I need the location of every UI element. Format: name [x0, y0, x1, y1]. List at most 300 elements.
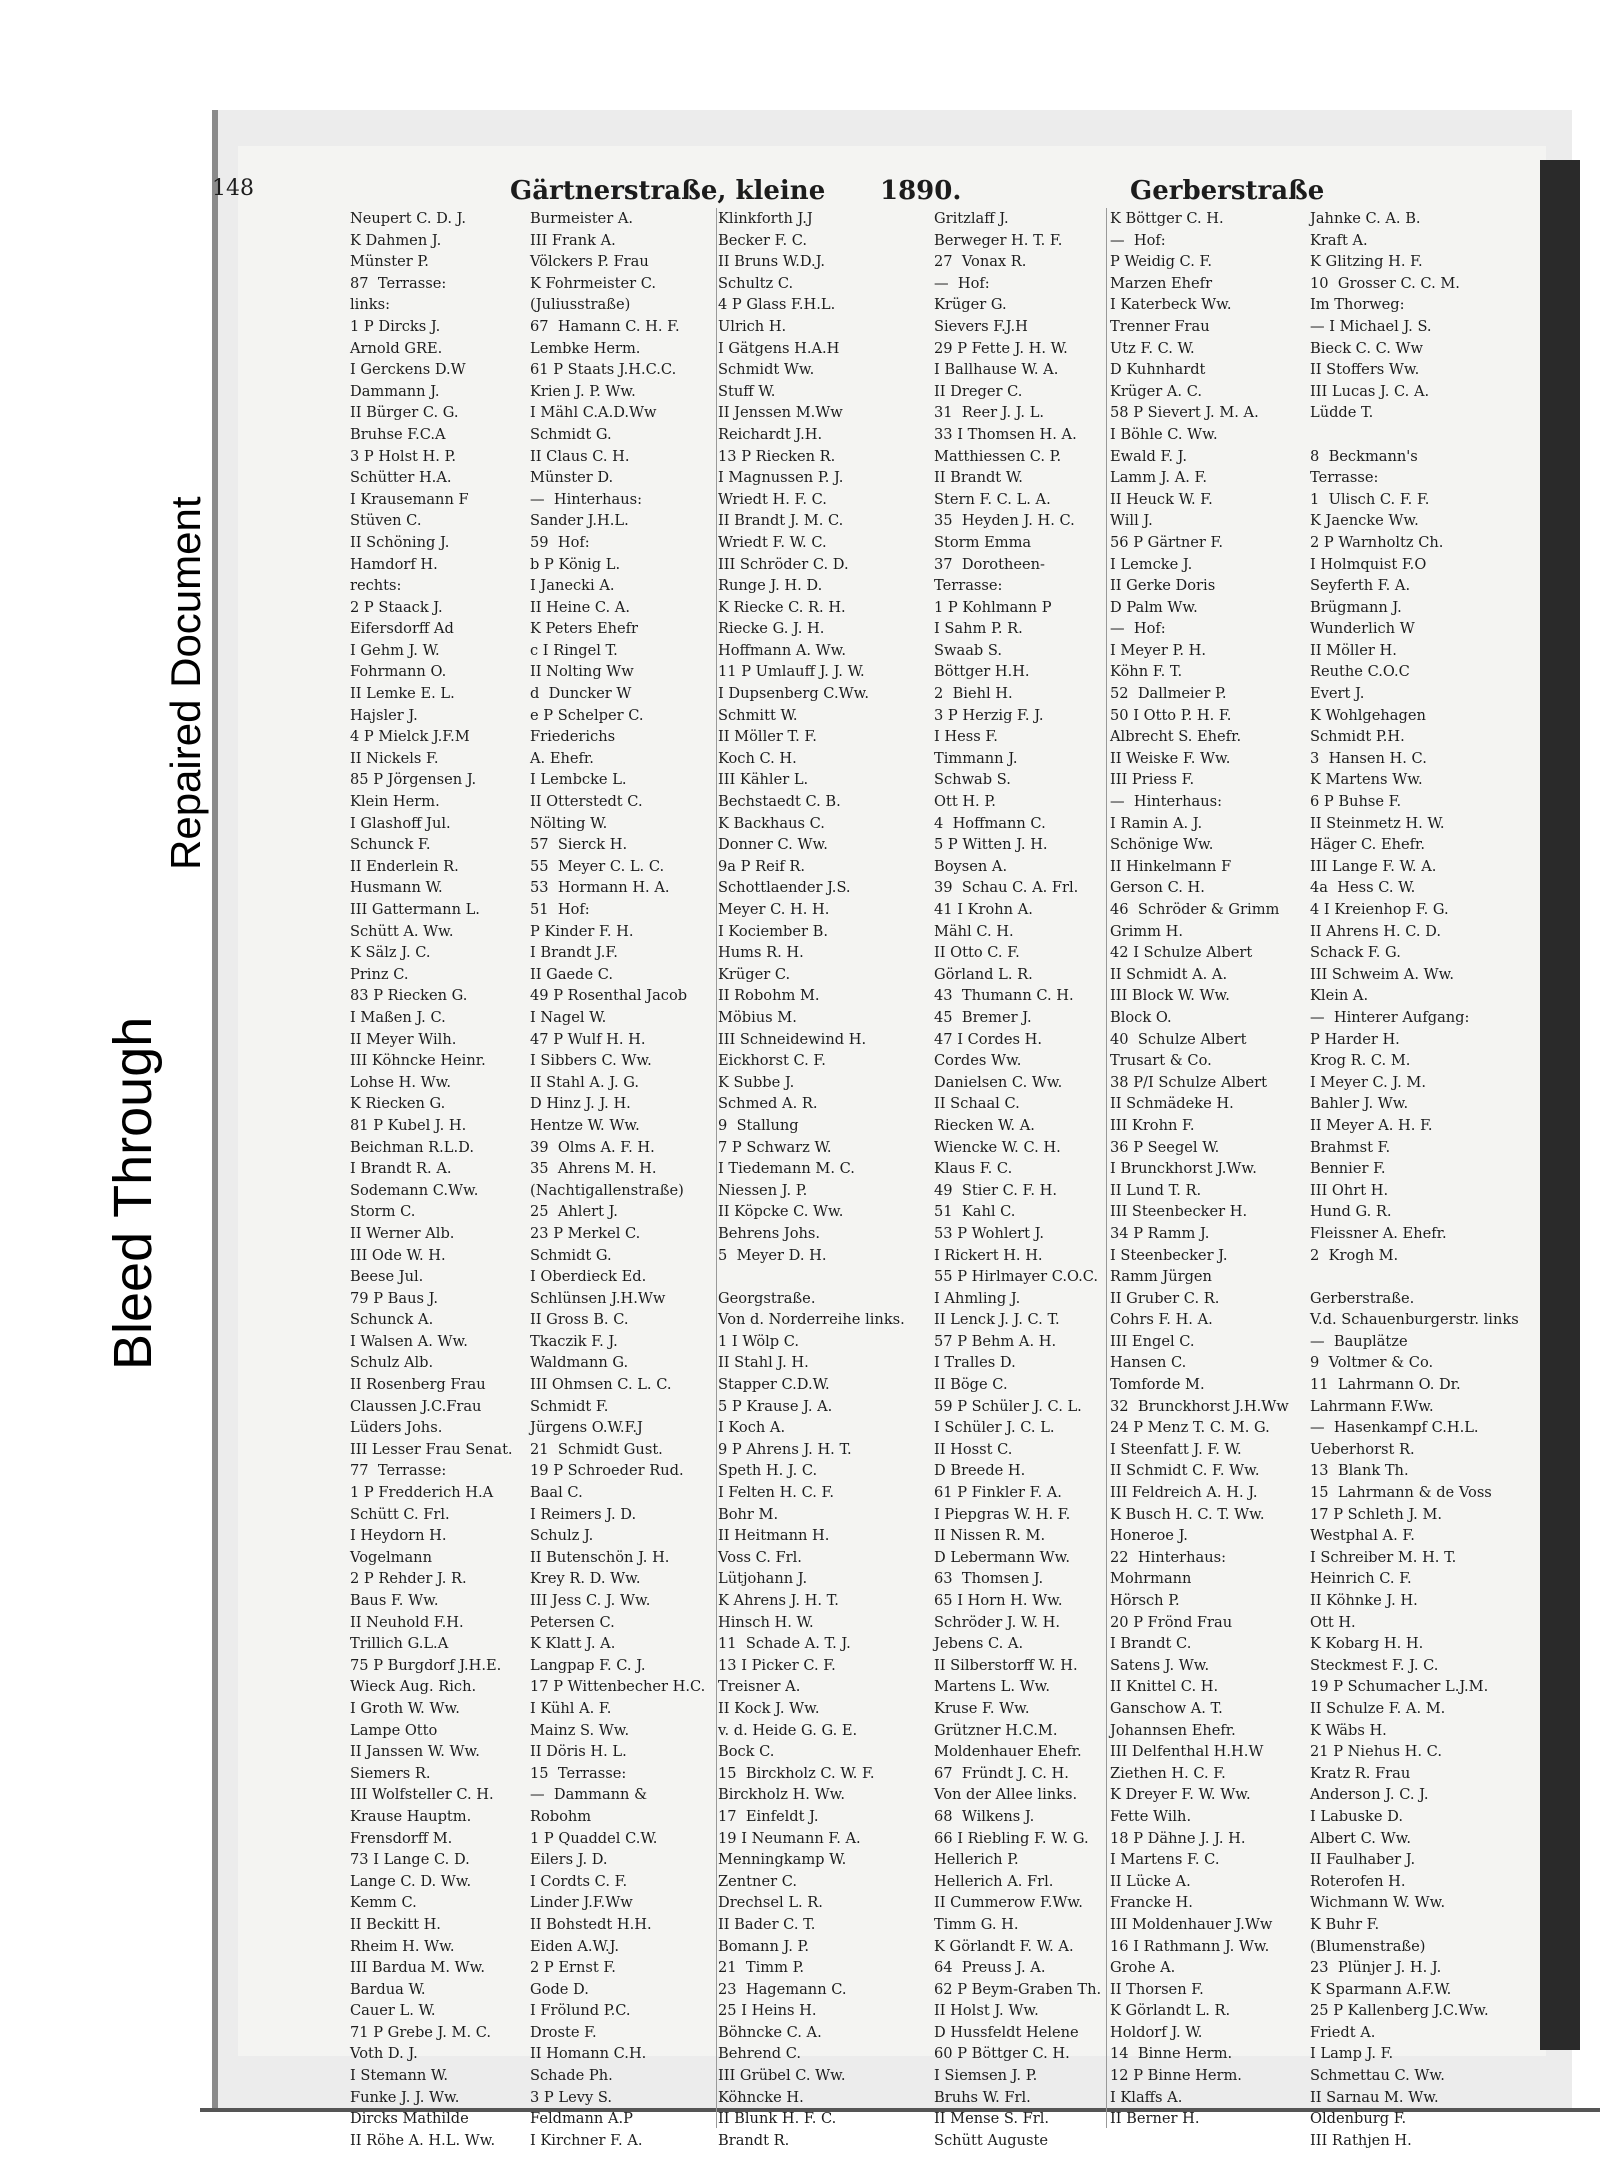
directory-entry: 4 I Kreienhop F. G.: [1310, 901, 1449, 918]
directory-entry: 11 Lahrmann O. Dr.: [1310, 1376, 1461, 1394]
directory-entry: Köhncke H.: [718, 2088, 804, 2106]
directory-entry: 67 Hamann C. H. F.: [530, 317, 680, 335]
directory-entry: 11 Schade A. T. J.: [718, 1635, 851, 1653]
column-rule: [1106, 208, 1107, 2128]
directory-entry: II Butenschön J. H.: [530, 1548, 670, 1566]
directory-entry: Lahrmann F.Ww.: [1310, 1397, 1434, 1415]
directory-entry: III Feldreich A. H. J.: [1110, 1484, 1258, 1502]
directory-entry: Ganschow A. T.: [1110, 1699, 1223, 1717]
directory-entry: K Sparmann A.F.W.: [1310, 1980, 1452, 1998]
directory-entry: 17 P Schleth J. M.: [1310, 1505, 1443, 1523]
directory-entry: 43 Thumann C. H.: [934, 987, 1074, 1005]
directory-entry: 16 I Rathmann J. Ww.: [1110, 1937, 1270, 1955]
directory-entry: Moldenhauer Ehefr.: [934, 1743, 1082, 1761]
directory-entry: I Kociember B.: [718, 922, 828, 940]
directory-entry: 35 Heyden J. H. C.: [934, 512, 1075, 530]
directory-entry: K Ahrens J. H. T.: [718, 1592, 839, 1609]
directory-entry: Ueberhorst R.: [1310, 1440, 1415, 1458]
directory-entry: Eilers J. D.: [530, 1851, 608, 1869]
page-number: 148: [212, 176, 254, 201]
directory-entry: II Lemke E. L.: [350, 685, 455, 703]
directory-entry: Bardua W.: [350, 1980, 426, 1998]
directory-entry: Krause Hauptm.: [350, 1807, 472, 1825]
column-rule: [716, 208, 717, 2128]
directory-entry: 81 P Kubel J. H.: [350, 1116, 467, 1134]
directory-entry: 11 P Umlauff J. J. W.: [718, 663, 865, 681]
directory-column-5: [1110, 208, 1302, 2130]
directory-entry: 66 I Riebling F. W. G.: [934, 1829, 1089, 1847]
directory-entry: I Oberdieck Ed.: [530, 1268, 647, 1286]
directory-entry: 59 Hof:: [530, 533, 590, 551]
directory-entry: II Otto C. F.: [934, 944, 1020, 962]
directory-entry: III Krohn F.: [1110, 1116, 1195, 1134]
directory-entry: II Böge C.: [934, 1376, 1008, 1394]
directory-entry: Meyer C. H. H.: [718, 901, 830, 918]
directory-entry: Jebens C. A.: [934, 1635, 1024, 1653]
directory-entry: Ulrich H.: [718, 317, 787, 335]
directory-entry: 4 P Glass F.H.L.: [718, 296, 836, 314]
directory-entry: 21 Schmidt Gust.: [530, 1440, 663, 1458]
directory-entry: 39 Schau C. A. Frl.: [934, 879, 1079, 897]
directory-entry: Feldmann A.P: [530, 2110, 633, 2128]
directory-entry: Kratz R. Frau: [1310, 1764, 1411, 1782]
directory-entry: 77 Terrasse:: [350, 1462, 447, 1480]
directory-entry: I Stemann W.: [350, 2067, 448, 2085]
directory-entry: 79 P Baus J.: [350, 1289, 438, 1307]
directory-entry: II Dreger C.: [934, 382, 1023, 400]
directory-entry: Nölting W.: [530, 814, 608, 832]
directory-entry: 51 Kahl C.: [934, 1203, 1016, 1221]
directory-entry: Hörsch P.: [1110, 1592, 1180, 1609]
directory-entry: I Schüler J. C. L.: [934, 1419, 1055, 1437]
directory-entry: Fleissner A. Ehefr.: [1310, 1224, 1447, 1242]
directory-entry: P Weidig C. F.: [1110, 253, 1212, 271]
directory-entry: 3 P Holst H. P.: [350, 447, 457, 465]
directory-entry: Hund G. R.: [1310, 1203, 1392, 1221]
directory-entry: D Breede H.: [934, 1462, 1026, 1480]
directory-entry: 37 Dorotheen-: [934, 555, 1045, 573]
directory-entry: Robohm: [530, 1807, 592, 1825]
directory-entry: 13 Blank Th.: [1310, 1462, 1409, 1480]
directory-entry: I Gehm J. W.: [350, 641, 440, 659]
directory-entry: Münster P.: [350, 253, 429, 271]
side-labels: [40, 360, 240, 1380]
directory-entry: 62 P Beym-Graben Th.: [934, 1980, 1102, 1998]
directory-entry: Cordes Ww.: [934, 1052, 1022, 1070]
directory-entry: III Block W. Ww.: [1110, 987, 1230, 1005]
directory-entry: 61 P Finkler F. A.: [934, 1484, 1062, 1502]
directory-entry: — Hinterer Aufgang:: [1310, 1008, 1470, 1026]
directory-entry: II Döris H. L.: [530, 1743, 627, 1761]
directory-entry: 7 P Schwarz W.: [718, 1138, 832, 1156]
directory-entry: Cohrs F. H. A.: [1110, 1311, 1213, 1329]
directory-entry: Boysen A.: [934, 857, 1008, 875]
directory-entry: K Buhr F.: [1310, 1915, 1380, 1933]
directory-entry: 39 Olms A. F. H.: [530, 1138, 655, 1156]
directory-entry: III Priess F.: [1110, 771, 1195, 789]
directory-entry: Beichman R.L.D.: [350, 1138, 474, 1156]
directory-entry: 13 I Picker C. F.: [718, 1656, 836, 1674]
directory-entry: Lembke Herm.: [530, 339, 641, 357]
directory-entry: II Sarnau M. Ww.: [1310, 2088, 1439, 2106]
directory-entry: Schwab S.: [934, 771, 1011, 789]
directory-entry: Brahmst F.: [1310, 1138, 1391, 1156]
directory-entry: Hoffmann A. Ww.: [718, 641, 847, 659]
directory-entry: Lüdde T.: [1310, 404, 1374, 422]
directory-entry: I Meyer P. H.: [1110, 641, 1206, 659]
directory-entry: Wiencke W. C. H.: [934, 1138, 1061, 1156]
directory-entry: Schmidt P.H.: [1310, 728, 1405, 746]
directory-entry: 65 I Horn H. Ww.: [934, 1592, 1063, 1609]
directory-entry: 49 P Rosenthal Jacob: [530, 987, 688, 1005]
directory-entry: Klein A.: [1310, 987, 1369, 1005]
directory-entry: II Lenck J. J. C. T.: [934, 1311, 1060, 1329]
directory-entry: Tkaczik F. J.: [530, 1332, 618, 1350]
directory-entry: III Frank A.: [530, 231, 616, 249]
directory-entry: Eiden A.W.J.: [530, 1937, 619, 1955]
directory-entry: Krüger C.: [718, 965, 791, 983]
directory-entry: II Thorsen F.: [1110, 1980, 1204, 1998]
directory-entry: K Subbe J.: [718, 1073, 795, 1091]
directory-entry: [1310, 424, 1490, 446]
directory-entry: Hinsch H. W.: [718, 1613, 814, 1631]
directory-entry: Gritzlaff J.: [934, 210, 1009, 227]
directory-entry: — Hof:: [1110, 231, 1166, 249]
directory-entry: Westphal A. F.: [1310, 1527, 1415, 1545]
facing-page-edge: [1540, 160, 1580, 2050]
directory-entry: 23 P Merkel C.: [530, 1224, 641, 1242]
directory-entry: 61 P Staats J.H.C.C.: [530, 361, 677, 379]
directory-entry: K Klatt J. A.: [530, 1635, 616, 1653]
directory-entry: 56 P Gärtner F.: [1110, 533, 1224, 551]
directory-entry: Hamdorf H.: [350, 555, 438, 573]
directory-entry: Tomforde M.: [1110, 1376, 1205, 1394]
directory-entry: Mainz S. Ww.: [530, 1721, 630, 1739]
directory-entry: 6 P Buhse F.: [1310, 793, 1402, 811]
directory-entry: Bohr M.: [718, 1505, 779, 1523]
directory-entry: K Peters Ehefr: [530, 620, 639, 638]
directory-entry: Swaab S.: [934, 641, 1002, 659]
directory-entry: 32 Brunckhorst J.H.Ww: [1110, 1397, 1289, 1415]
directory-column-1: [350, 208, 516, 2151]
directory-entry: — Hinterhaus:: [530, 490, 643, 508]
directory-entry: I Ballhause W. A.: [934, 361, 1059, 379]
directory-entry: Schmidt G.: [530, 425, 612, 443]
directory-entry: 23 Plünjer J. H. J.: [1310, 1959, 1442, 1977]
directory-entry: II Ahrens H. C. D.: [1310, 922, 1441, 940]
directory-entry: 25 Ahlert J.: [530, 1203, 618, 1221]
directory-entry: Eickhorst C. F.: [718, 1052, 826, 1070]
directory-entry: I Meyer C. J. M.: [1310, 1073, 1426, 1091]
directory-entry: Von d. Norderreihe links.: [718, 1311, 905, 1329]
directory-entry: Vogelmann: [350, 1548, 432, 1566]
directory-entry: Dircks Mathilde: [350, 2110, 469, 2128]
directory-entry: Baus F. Ww.: [350, 1592, 439, 1609]
directory-entry: 29 P Fette J. H. W.: [934, 339, 1068, 357]
directory-entry: 3 P Levy S.: [530, 2088, 612, 2106]
directory-entry: 71 P Grebe J. M. C.: [350, 2023, 492, 2041]
directory-entry: II Brandt J. M. C.: [718, 512, 844, 530]
directory-entry: Schmidt G.: [530, 1246, 612, 1264]
directory-entry: Hajsler J.: [350, 706, 418, 724]
directory-entry: Schönige Ww.: [1110, 836, 1214, 854]
directory-entry: 21 P Niehus H. C.: [1310, 1743, 1442, 1761]
directory-entry: III Lange F. W. A.: [1310, 857, 1437, 875]
directory-entry: 52 Dallmeier P.: [1110, 685, 1227, 703]
directory-entry: Langpap F. C. J.: [530, 1656, 646, 1674]
directory-entry: 1 P Fredderich H.A: [350, 1484, 494, 1502]
directory-entry: 51 Hof:: [530, 901, 590, 918]
directory-entry: Jahnke C. A. B.: [1310, 210, 1421, 227]
directory-entry: III Ohmsen C. L. C.: [530, 1376, 672, 1394]
directory-entry: II Weiske F. Ww.: [1110, 749, 1231, 767]
directory-entry: Stapper C.D.W.: [718, 1376, 830, 1394]
directory-entry: 15 Lahrmann & de Voss: [1310, 1484, 1492, 1502]
directory-entry: Klaus F. C.: [934, 1160, 1013, 1178]
directory-entry: I Kühl A. F.: [530, 1699, 612, 1717]
directory-entry: II Heitmann H.: [718, 1527, 830, 1545]
directory-entry: 40 Schulze Albert: [1110, 1030, 1247, 1048]
directory-entry: Francke H.: [1110, 1894, 1193, 1912]
directory-entry: 63 Thomsen J.: [934, 1570, 1044, 1588]
directory-entry: II Gross B. C.: [530, 1311, 629, 1329]
directory-entry: I Tralles D.: [934, 1354, 1016, 1372]
directory-entry: Albrecht S. Ehefr.: [1110, 728, 1242, 746]
directory-entry: K Riecken G.: [350, 1095, 446, 1113]
directory-entry: 24 P Menz T. C. M. G.: [1110, 1419, 1270, 1437]
directory-entry: Mähl C. H.: [934, 922, 1014, 940]
directory-entry: e P Schelper C.: [530, 706, 644, 724]
left-street-heading: Gärtnerstraße, kleine: [510, 176, 826, 206]
year-heading: 1890.: [880, 176, 962, 206]
directory-entry: III Köhncke Heinr.: [350, 1052, 486, 1070]
directory-entry: 36 P Seegel W.: [1110, 1138, 1220, 1156]
directory-entry: Riecke G. J. H.: [718, 620, 825, 638]
directory-entry: Claussen J.C.Frau: [350, 1397, 482, 1415]
directory-entry: II Meyer A. H. F.: [1310, 1116, 1433, 1134]
directory-entry: III Schneidewind H.: [718, 1030, 867, 1048]
directory-entry: I Brandt J.F.: [530, 944, 618, 962]
directory-entry: 15 Terrasse:: [530, 1764, 627, 1782]
directory-entry: Seyferth F. A.: [1310, 577, 1411, 595]
directory-entry: Schulz Alb.: [350, 1354, 434, 1372]
directory-entry: Behrens Johs.: [718, 1224, 821, 1242]
directory-entry: III Kähler L.: [718, 771, 809, 789]
directory-entry: Schultz C.: [718, 274, 794, 292]
directory-entry: II Faulhaber J.: [1310, 1851, 1416, 1869]
directory-entry: Eifersdorff Ad: [350, 620, 454, 638]
directory-entry: Ramm Jürgen: [1110, 1268, 1212, 1286]
directory-entry: Stuff W.: [718, 382, 776, 400]
directory-entry: 18 P Dähne J. J. H.: [1110, 1829, 1246, 1847]
directory-entry: III Ohrt H.: [1310, 1181, 1389, 1199]
directory-entry: Roterofen H.: [1310, 1872, 1406, 1890]
directory-entry: Sander J.H.L.: [530, 512, 629, 530]
directory-entry: II Nickels F.: [350, 749, 439, 767]
directory-entry: III Schröder C. D.: [718, 555, 849, 573]
directory-entry: Schack F. G.: [1310, 944, 1401, 962]
directory-entry: II Nissen R. M.: [934, 1527, 1046, 1545]
directory-entry: Anderson J. C. J.: [1310, 1786, 1429, 1804]
directory-column-2: [530, 208, 716, 2151]
directory-entry: 22 Hinterhaus:: [1110, 1548, 1227, 1566]
directory-entry: Siemers R.: [350, 1764, 431, 1782]
directory-entry: II Hosst C.: [934, 1440, 1013, 1458]
directory-entry: I Steenfatt J. F. W.: [1110, 1440, 1242, 1458]
directory-entry: Ziethen H. C. F.: [1110, 1764, 1226, 1782]
directory-entry: Bruhs W. Frl.: [934, 2088, 1031, 2106]
directory-column-6: [1310, 208, 1519, 2151]
directory-entry: Treisner A.: [718, 1678, 801, 1696]
directory-entry: rechts:: [350, 577, 402, 595]
directory-entry: I Krausemann F: [350, 490, 469, 508]
directory-entry: Heinrich C. F.: [1310, 1570, 1412, 1588]
directory-entry: Schröder J. W. H.: [934, 1613, 1061, 1631]
directory-entry: 1 P Dircks J.: [350, 317, 441, 335]
directory-entry: I Tiedemann M. C.: [718, 1160, 855, 1178]
directory-entry: 25 I Heins H.: [718, 2002, 817, 2020]
bleed-through-label: Bleed Through: [103, 1016, 163, 1370]
directory-entry: 1 P Kohlmann P: [934, 598, 1052, 616]
directory-entry: II Schöning J.: [350, 533, 450, 551]
directory-entry: Gode D.: [530, 1980, 589, 1998]
directory-entry: 47 I Cordes H.: [934, 1030, 1043, 1048]
directory-entry: P Kinder F. H.: [530, 922, 634, 940]
directory-entry: Lüders Johs.: [350, 1419, 443, 1437]
directory-entry: Brandt R.: [718, 2131, 790, 2149]
directory-entry: I Gerckens D.W: [350, 361, 466, 379]
directory-entry: I Ahmling J.: [934, 1289, 1021, 1307]
directory-entry: Klein Herm.: [350, 793, 440, 811]
directory-entry: 12 P Binne Herm.: [1110, 2067, 1242, 2085]
directory-entry: III Engel C.: [1110, 1332, 1195, 1350]
directory-entry: Friedt A.: [1310, 2023, 1376, 2041]
directory-entry: Hansen C.: [1110, 1354, 1187, 1372]
directory-entry: Linder J.F.Ww: [530, 1894, 633, 1912]
directory-entry: Fohrmann O.: [350, 663, 447, 681]
directory-entry: 1 I Wölp C.: [718, 1332, 800, 1350]
directory-entry: I Katerbeck Ww.: [1110, 296, 1232, 314]
directory-entry: Ewald F. J.: [1110, 447, 1187, 465]
directory-entry: Timm G. H.: [934, 1915, 1019, 1933]
directory-entry: Voth D. J.: [350, 2045, 418, 2063]
directory-entry: II Homann C.H.: [530, 2045, 647, 2063]
directory-entry: Zentner C.: [718, 1872, 797, 1890]
directory-entry: I Felten H. C. F.: [718, 1484, 834, 1502]
directory-entry: 25 P Kallenberg J.C.Ww.: [1310, 2002, 1489, 2020]
directory-entry: D Hussfeldt Helene: [934, 2023, 1079, 2041]
directory-entry: 5 Meyer D. H.: [718, 1246, 827, 1264]
directory-entry: 53 Hormann H. A.: [530, 879, 670, 897]
directory-entry: K Wohlgehagen: [1310, 706, 1426, 724]
directory-entry: 53 P Wohlert J.: [934, 1224, 1045, 1242]
directory-entry: 9a P Reif R.: [718, 857, 806, 875]
directory-entry: III Steenbecker H.: [1110, 1203, 1248, 1221]
directory-entry: Krüger G.: [934, 296, 1007, 314]
directory-entry: 49 Stier C. F. H.: [934, 1181, 1058, 1199]
directory-entry: Runge J. H. D.: [718, 577, 823, 595]
directory-entry: (Nachtigallenstraße): [530, 1181, 684, 1199]
directory-entry: K Backhaus C.: [718, 814, 825, 832]
directory-entry: Riecken W. A.: [934, 1116, 1035, 1134]
directory-entry: I Ramin A. J.: [1110, 814, 1203, 832]
directory-entry: Bechstaedt C. B.: [718, 793, 841, 811]
directory-entry: K Wäbs H.: [1310, 1721, 1387, 1739]
directory-entry: Neupert C. D. J.: [350, 210, 467, 227]
directory-entry: Schmed A. R.: [718, 1095, 818, 1113]
directory-entry: 33 I Thomsen H. A.: [934, 425, 1077, 443]
directory-entry: Völckers P. Frau: [530, 253, 649, 271]
directory-entry: II Bruns W.D.J.: [718, 253, 826, 271]
directory-entry: (Juliusstraße): [530, 296, 631, 314]
directory-entry: Schmidt Ww.: [718, 361, 815, 379]
directory-entry: 64 Preuss J. A.: [934, 1959, 1046, 1977]
directory-entry: Ott H.: [1310, 1613, 1356, 1631]
directory-entry: 4 P Mielck J.F.M: [350, 728, 470, 746]
directory-entry: Storm Emma: [934, 533, 1032, 551]
directory-entry: [718, 1266, 930, 1288]
directory-entry: III Moldenhauer J.Ww: [1110, 1915, 1273, 1933]
directory-entry: II Gruber C. R.: [1110, 1289, 1220, 1307]
directory-entry: Terrasse:: [934, 577, 1003, 595]
directory-entry: Krien J. P. Ww.: [530, 382, 636, 400]
directory-entry: I Labuske D.: [1310, 1807, 1403, 1825]
directory-entry: I Glashoff Jul.: [350, 814, 451, 832]
directory-entry: Satens J. Ww.: [1110, 1656, 1210, 1674]
directory-entry: II Enderlein R.: [350, 857, 459, 875]
directory-entry: Lohse H. Ww.: [350, 1073, 452, 1091]
directory-entry: 4 Hoffmann C.: [934, 814, 1046, 832]
directory-entry: 58 P Sievert J. M. A.: [1110, 404, 1259, 422]
directory-entry: Becker F. C.: [718, 231, 808, 249]
directory-entry: (Blumenstraße): [1310, 1937, 1426, 1955]
directory-entry: II Stahl J. H.: [718, 1354, 809, 1372]
directory-entry: 55 P Hirlmayer C.O.C.: [934, 1268, 1099, 1286]
directory-entry: II Schmidt A. A.: [1110, 965, 1228, 983]
directory-entry: Albert C. Ww.: [1310, 1829, 1411, 1847]
directory-entry: D Palm Ww.: [1110, 598, 1198, 616]
directory-entry: II Berner H.: [1110, 2110, 1200, 2128]
directory-entry: Lampe Otto: [350, 1721, 438, 1739]
directory-entry: I Kirchner F. A.: [530, 2131, 643, 2149]
directory-entry: Brügmann J.: [1310, 598, 1402, 616]
directory-entry: D Kuhnhardt: [1110, 361, 1206, 379]
directory-entry: 50 I Otto P. H. F.: [1110, 706, 1232, 724]
directory-entry: III Lesser Frau Senat.: [350, 1440, 513, 1458]
directory-entry: I Sibbers C. Ww.: [530, 1052, 652, 1070]
directory-entry: Honeroe J.: [1110, 1527, 1188, 1545]
directory-entry: I Cordts C. F.: [530, 1872, 628, 1890]
directory-entry: II Schaal C.: [934, 1095, 1020, 1113]
directory-entry: II Meyer Wilh.: [350, 1030, 457, 1048]
directory-entry: 73 I Lange C. D.: [350, 1851, 470, 1869]
directory-entry: 5 P Witten J. H.: [934, 836, 1048, 854]
directory-entry: II Schmidt C. F. Ww.: [1110, 1462, 1260, 1480]
directory-entry: Waldmann G.: [530, 1354, 629, 1372]
directory-entry: Kemm C.: [350, 1894, 417, 1912]
directory-entry: 13 P Riecken R.: [718, 447, 836, 465]
directory-entry: I Lamp J. F.: [1310, 2045, 1394, 2063]
directory-entry: K Görlandt F. W. A.: [934, 1937, 1074, 1955]
directory-entry: Martens L. Ww.: [934, 1678, 1051, 1696]
directory-entry: Wichmann W. Ww.: [1310, 1894, 1446, 1912]
directory-entry: 17 P Wittenbecher H.C.: [530, 1678, 706, 1696]
directory-entry: d Duncker W: [530, 685, 632, 703]
directory-entry: I Holmquist F.O: [1310, 555, 1427, 573]
directory-entry: II Silberstorff W. H.: [934, 1656, 1078, 1674]
directory-entry: II Köhnke J. H.: [1310, 1592, 1418, 1609]
directory-entry: Schütt Auguste: [934, 2131, 1049, 2149]
